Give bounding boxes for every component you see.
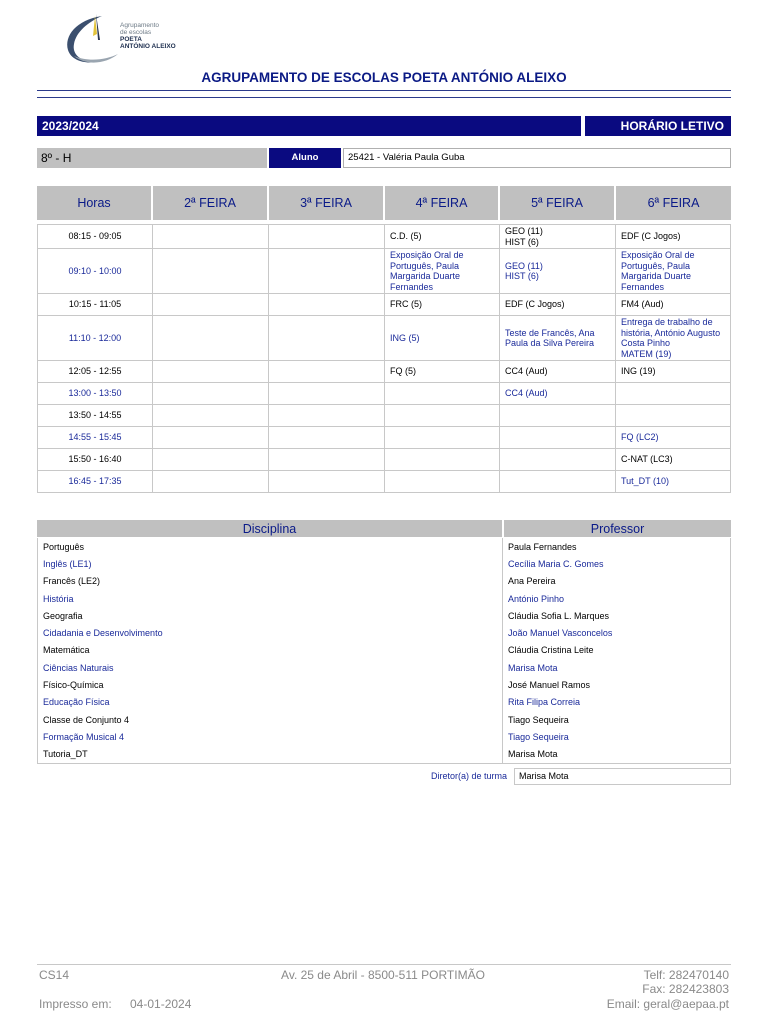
timetable-row (37, 294, 731, 316)
subject-teacher: José Manuel Ramos (502, 676, 731, 693)
subject-row (37, 624, 731, 641)
subject-row (37, 728, 731, 745)
timetable-cell: C.D. (5) (385, 224, 500, 249)
subject-row (37, 555, 731, 572)
subject-teacher: Paula Fernandes (502, 538, 731, 555)
timetable-cell (269, 294, 385, 316)
subject-name: Geografia (37, 607, 502, 624)
subject-name: Matemática (37, 642, 502, 659)
timetable-cell: GEO (11) HIST (6) (500, 249, 616, 294)
timetable-row (37, 249, 731, 294)
timetable-cell (269, 316, 385, 361)
time-slot: 12:05 - 12:55 (37, 361, 153, 383)
timetable-cell (153, 361, 269, 383)
time-slot: 14:55 - 15:45 (37, 427, 153, 449)
school-year: 2023/2024 (37, 116, 581, 136)
subject-teacher: Marisa Mota (502, 746, 731, 764)
timetable-cell (269, 224, 385, 249)
timetable-cell (385, 383, 500, 405)
timetable-cell: Exposição Oral de Português, Paula Margarida Duarte Fernandes (616, 249, 731, 294)
timetable-cell (500, 449, 616, 471)
subject-teacher: Marisa Mota (502, 659, 731, 676)
timetable-row (37, 224, 731, 249)
timetable-cell: EDF (C Jogos) (500, 294, 616, 316)
timetable-row (37, 383, 731, 405)
timetable-row (37, 427, 731, 449)
logo-line-4: ANTÓNIO ALEIXO (120, 43, 176, 50)
class-director-value: Marisa Mota (514, 768, 731, 785)
subject-teacher: Cecília Maria C. Gomes (502, 555, 731, 572)
timetable-cell (153, 449, 269, 471)
subject-row (37, 746, 731, 764)
school-email: Email: geral@aepaa.pt (606, 997, 729, 1011)
timetable-cell: Teste de Francês, Ana Paula da Silva Pereira (500, 316, 616, 361)
subject-teacher: Ana Pereira (502, 573, 731, 590)
timetable-cell: ING (19) (616, 361, 731, 383)
subject-row (37, 642, 731, 659)
subject-row (37, 590, 731, 607)
time-slot: 09:10 - 10:00 (37, 249, 153, 294)
timetable-cell (500, 405, 616, 427)
day-column-header: 2ª FEIRA (153, 186, 269, 220)
timetable-cell: CC4 (Aud) (500, 383, 616, 405)
logo-line-1: Agrupamento (120, 22, 160, 29)
subject-name: História (37, 590, 502, 607)
discipline-header: Disciplina (37, 520, 502, 537)
timetable-cell (385, 405, 500, 427)
printed-date: 04-01-2024 (130, 997, 192, 1011)
subject-row (37, 676, 731, 693)
timetable-cell (269, 427, 385, 449)
logo-line-2: de escolas (120, 29, 152, 36)
subject-teacher: Cláudia Sofia L. Marques (502, 607, 731, 624)
timetable-cell: FQ (LC2) (616, 427, 731, 449)
timetable-cell (153, 316, 269, 361)
subject-row (37, 711, 731, 728)
timetable-cell (385, 471, 500, 493)
subject-row (37, 573, 731, 590)
timetable-cell (500, 471, 616, 493)
time-slot: 15:50 - 16:40 (37, 449, 153, 471)
time-slot: 08:15 - 09:05 (37, 224, 153, 249)
school-phone: Telf: 282470140 (643, 968, 729, 982)
timetable-body (37, 220, 731, 493)
timetable-cell (385, 427, 500, 449)
day-column-header: 4ª FEIRA (385, 186, 500, 220)
divider-bottom (37, 97, 731, 98)
class-director-label: Diretor(a) de turma (430, 771, 507, 781)
timetable-cell: ING (5) (385, 316, 500, 361)
timetable-cell (269, 471, 385, 493)
timetable-cell (153, 405, 269, 427)
logo-line-3: POETA (120, 36, 142, 43)
subject-teacher: Cláudia Cristina Leite (502, 642, 731, 659)
timetable-cell (269, 383, 385, 405)
timetable-cell (153, 224, 269, 249)
subjects-table (37, 520, 731, 764)
timetable-cell: FM4 (Aud) (616, 294, 731, 316)
day-column-header: 5ª FEIRA (500, 186, 616, 220)
timetable-cell (616, 405, 731, 427)
timetable-row (37, 471, 731, 493)
logo-swoosh-icon (62, 10, 122, 68)
school-fax: Fax: 282423803 (642, 982, 729, 996)
teacher-header: Professor (502, 520, 731, 537)
timetable-cell: FRC (5) (385, 294, 500, 316)
school-title: AGRUPAMENTO DE ESCOLAS POETA ANTÓNIO ALEIXO (201, 70, 567, 85)
timetable-cell (385, 449, 500, 471)
timetable-cell: FQ (5) (385, 361, 500, 383)
subject-name: Ciências Naturais (37, 659, 502, 676)
timetable-cell (500, 427, 616, 449)
divider-top (37, 90, 731, 91)
timetable-cell (269, 449, 385, 471)
subject-name: Português (37, 538, 502, 555)
subjects-body (37, 537, 731, 764)
subject-name: Formação Musical 4 (37, 728, 502, 745)
day-column-header: 3ª FEIRA (269, 186, 385, 220)
timetable-cell (269, 405, 385, 427)
schedule-type: HORÁRIO LETIVO (585, 116, 731, 136)
printed-label: Impresso em: (39, 997, 112, 1011)
subject-teacher: António Pinho (502, 590, 731, 607)
subject-name: Educação Física (37, 694, 502, 711)
time-slot: 13:00 - 13:50 (37, 383, 153, 405)
timetable-cell (153, 471, 269, 493)
subject-name: Cidadania e Desenvolvimento (37, 624, 502, 641)
timetable-cell: CC4 (Aud) (500, 361, 616, 383)
subject-row (37, 538, 731, 555)
subject-name: Físico-Química (37, 676, 502, 693)
day-column-header: 6ª FEIRA (616, 186, 731, 220)
timetable-row (37, 361, 731, 383)
timetable-cell (153, 249, 269, 294)
timetable-cell: EDF (C Jogos) (616, 224, 731, 249)
timetable-cell: C-NAT (LC3) (616, 449, 731, 471)
school-address: Av. 25 de Abril - 8500-511 PORTIMÃO (281, 968, 485, 982)
subject-name: Tutoria_DT (37, 746, 502, 764)
timetable-cell: Tut_DT (10) (616, 471, 731, 493)
timetable-cell (153, 427, 269, 449)
hours-column-header: Horas (37, 186, 153, 220)
subject-teacher: Tiago Sequeira (502, 728, 731, 745)
timetable-cell: Exposição Oral de Português, Paula Margarida Duarte Fernandes (385, 249, 500, 294)
timetable-row (37, 405, 731, 427)
subject-teacher: Rita Filipa Correia (502, 694, 731, 711)
timetable-cell (269, 361, 385, 383)
time-slot: 10:15 - 11:05 (37, 294, 153, 316)
timetable-row (37, 316, 731, 361)
time-slot: 11:10 - 12:00 (37, 316, 153, 361)
subject-row (37, 694, 731, 711)
student-label: Aluno (269, 148, 341, 168)
timetable-row (37, 449, 731, 471)
time-slot: 13:50 - 14:55 (37, 405, 153, 427)
class-name: 8º - H (37, 148, 267, 168)
timetable-cell: GEO (11) HIST (6) (500, 224, 616, 249)
timetable (37, 186, 731, 493)
timetable-cell (616, 383, 731, 405)
subject-name: Francês (LE2) (37, 573, 502, 590)
timetable-cell (153, 383, 269, 405)
timetable-cell (153, 294, 269, 316)
document-code: CS14 (39, 968, 70, 982)
subject-teacher: João Manuel Vasconcelos (502, 624, 731, 641)
footer-divider (37, 964, 731, 965)
subject-teacher: Tiago Sequeira (502, 711, 731, 728)
subject-name: Inglês (LE1) (37, 555, 502, 572)
subject-row (37, 607, 731, 624)
timetable-header (37, 186, 731, 220)
subject-name: Classe de Conjunto 4 (37, 711, 502, 728)
student-value: 25421 - Valéria Paula Guba (343, 148, 731, 168)
subject-row (37, 659, 731, 676)
time-slot: 16:45 - 17:35 (37, 471, 153, 493)
school-logo (62, 10, 202, 68)
timetable-cell: Entrega de trabalho de história, António Augusto Costa Pinho MATEM (19) (616, 316, 731, 361)
timetable-cell (269, 249, 385, 294)
